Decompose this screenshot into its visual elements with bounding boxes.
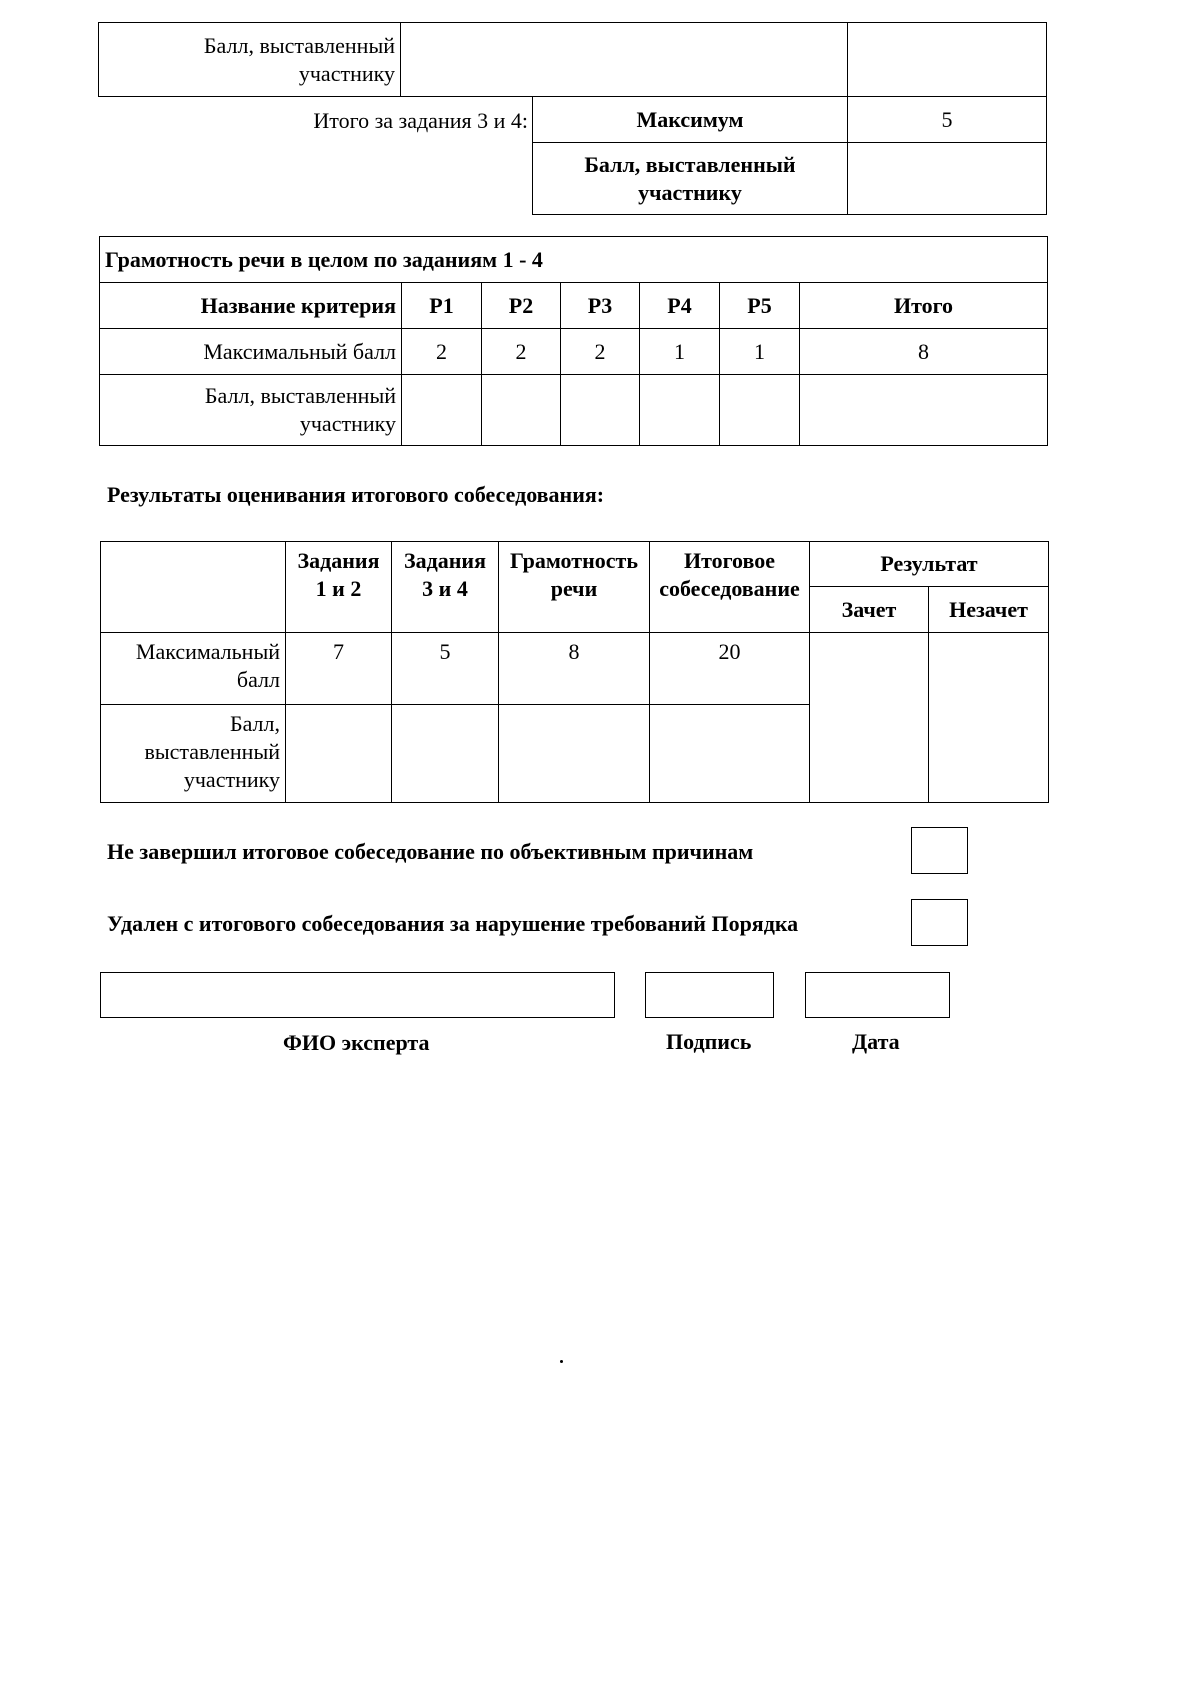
literacy-table	[99, 236, 1048, 446]
interview-max: 20	[650, 633, 810, 705]
p2-max: 2	[482, 329, 561, 375]
total-max: 8	[800, 329, 1048, 375]
tasks-3-4-score-cell[interactable]	[848, 143, 1047, 215]
p1-header: Р1	[402, 283, 482, 329]
not-finished-checkbox[interactable]	[911, 827, 968, 874]
max-score-label: Максимальный балл	[100, 329, 402, 375]
p1-max: 2	[402, 329, 482, 375]
max-label: Максимум	[533, 97, 848, 143]
literacy-max: 8	[499, 633, 650, 705]
date-field[interactable]	[805, 972, 950, 1018]
tasks-1-2-header: Задания 1 и 2	[286, 542, 392, 633]
expert-name-caption: ФИО эксперта	[283, 1030, 430, 1055]
top-score-total-cell[interactable]	[848, 23, 1047, 97]
total-score-cell[interactable]	[800, 375, 1048, 446]
tasks-3-4-score-cell[interactable]	[392, 705, 499, 803]
literacy-title: Грамотность речи в целом по заданиям 1 - 4	[100, 237, 1048, 283]
max-value: 5	[848, 97, 1047, 143]
total-tasks-3-4-label: Итого за задания 3 и 4:	[313, 108, 528, 133]
pass-header: Зачет	[810, 587, 929, 633]
top-score-table	[98, 22, 1047, 97]
pass-cell[interactable]	[810, 633, 929, 803]
signature-field[interactable]	[645, 972, 774, 1018]
criterion-name-header: Название критерия	[100, 283, 402, 329]
signature-caption: Подпись	[666, 1029, 752, 1054]
p3-max: 2	[561, 329, 640, 375]
p1-score-cell[interactable]	[402, 375, 482, 446]
results-heading	[107, 482, 604, 508]
tasks-3-4-summary-table	[532, 96, 1047, 215]
tasks-3-4-header: Задания 3 и 4	[392, 542, 499, 633]
removed-label: Удален с итогового собеседования за нарушение требований Порядка	[107, 911, 799, 936]
results-table	[100, 541, 1049, 803]
total-header: Итого	[800, 283, 1048, 329]
literacy-score-cell[interactable]	[499, 705, 650, 803]
results-heading-text: Результаты оценивания итогового собеседования:	[107, 482, 605, 507]
tasks-1-2-score-cell[interactable]	[286, 705, 392, 803]
not-finished-label: Не завершил итоговое собеседование по объективным причинам	[107, 839, 754, 864]
p2-header: Р2	[482, 283, 561, 329]
p2-score-cell[interactable]	[482, 375, 561, 446]
results-score-label: Балл, выставленный участнику	[101, 705, 286, 803]
fail-cell[interactable]	[929, 633, 1049, 803]
tasks-1-2-max: 7	[286, 633, 392, 705]
scan-speck	[560, 1360, 563, 1363]
results-corner-cell	[101, 542, 286, 633]
p5-max: 1	[720, 329, 800, 375]
literacy-header: Грамотность речи	[499, 542, 650, 633]
results-max-label: Максимальный балл	[101, 633, 286, 705]
expert-name-field[interactable]	[100, 972, 615, 1018]
top-score-row-label: Балл, выставленный участнику	[99, 23, 401, 97]
p4-header: Р4	[640, 283, 720, 329]
score-label: Балл, выставленный участнику	[533, 143, 848, 215]
removed-checkbox[interactable]	[911, 899, 968, 946]
tasks-3-4-max: 5	[392, 633, 499, 705]
interview-score-cell[interactable]	[650, 705, 810, 803]
p5-score-cell[interactable]	[720, 375, 800, 446]
participant-score-label: Балл, выставленный участнику	[100, 375, 402, 446]
p4-score-cell[interactable]	[640, 375, 720, 446]
p4-max: 1	[640, 329, 720, 375]
p3-header: Р3	[561, 283, 640, 329]
interview-header: Итоговое собеседование	[650, 542, 810, 633]
top-score-cell[interactable]	[401, 23, 848, 97]
p3-score-cell[interactable]	[561, 375, 640, 446]
fail-header: Незачет	[929, 587, 1049, 633]
p5-header: Р5	[720, 283, 800, 329]
result-header: Результат	[810, 542, 1049, 587]
date-caption: Дата	[852, 1029, 900, 1054]
